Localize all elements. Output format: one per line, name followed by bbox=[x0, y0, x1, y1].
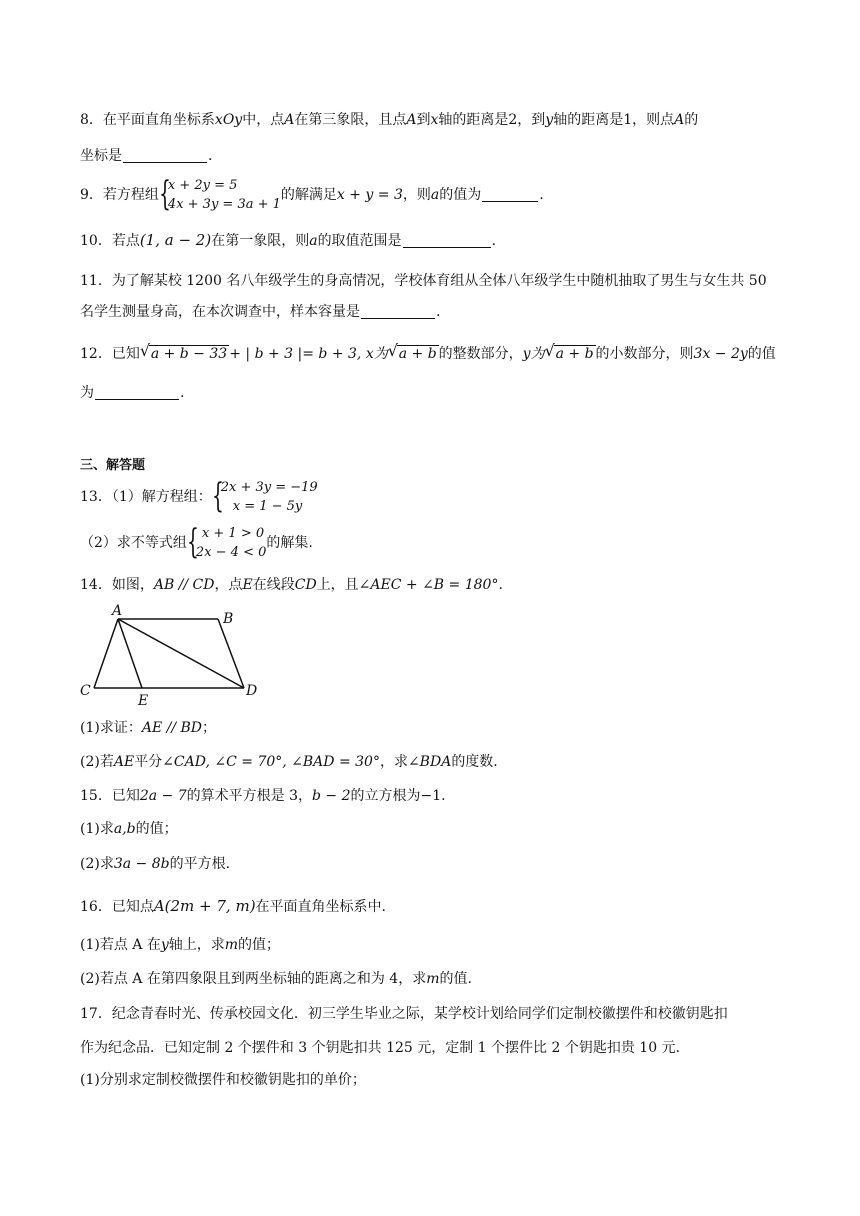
q9-cond: x + y = 3 bbox=[336, 187, 403, 203]
q16-sub2-a: (2)若点 A 在第四象限且到两坐标轴的距离之和为 4，求 bbox=[80, 971, 427, 987]
q11-line2-text: 名学生测量身高，在本次调查中，样本容量是 bbox=[80, 304, 360, 320]
q14-angle: ∠AEC + ∠B = 180° bbox=[358, 577, 499, 593]
q9-prefix: 9．若方程组 bbox=[80, 187, 159, 203]
q15-end: . bbox=[441, 788, 446, 804]
q16-t1: 在平面直角坐标系中. bbox=[255, 899, 386, 915]
q15-sub1 bbox=[80, 820, 178, 838]
q8-t5: 轴的距离是1，则点 bbox=[553, 112, 675, 128]
q12-end: . bbox=[180, 385, 185, 401]
q15-line bbox=[80, 787, 446, 805]
q12-prefix: 12．已知 bbox=[80, 346, 140, 362]
q14-E: E bbox=[242, 577, 253, 593]
q14-sub2-t1: 平分 bbox=[134, 754, 163, 770]
q14-sub1 bbox=[80, 719, 216, 737]
q14-CD: CD bbox=[294, 577, 317, 593]
q16-sub1-end: 的值； bbox=[238, 937, 281, 953]
q13-ineq2: 2x − 4 < 0 bbox=[195, 545, 267, 560]
q15-v: −1 bbox=[420, 788, 442, 804]
q14-sub1-prefix: (1)求证： bbox=[80, 720, 142, 736]
q14-prefix: 14．如图， bbox=[80, 577, 154, 593]
q12-line2 bbox=[80, 384, 184, 402]
q12-y: y为 bbox=[522, 346, 545, 362]
q16-sub2-m: m bbox=[426, 971, 440, 987]
segment-ac bbox=[94, 619, 118, 688]
q13-ineq1: x + 1 > 0 bbox=[201, 526, 265, 541]
q17-line1: 17．纪念青春时光、传承校园文化．初三学生毕业之际，某学校计划给同学们定制校徽摆件和校徽钥匙扣 bbox=[80, 1006, 728, 1022]
q11-line2 bbox=[80, 303, 440, 321]
q12-root1: √ a + b − 33 bbox=[139, 341, 228, 362]
answer-blank bbox=[123, 148, 207, 163]
q14-end: . bbox=[498, 577, 503, 593]
q12-mid: + | b + 3 |= b + 3, x为 bbox=[229, 346, 388, 362]
q15-t2: 的立方根为 bbox=[350, 788, 421, 804]
q8-A1: A bbox=[284, 112, 295, 128]
q16-line bbox=[80, 897, 386, 916]
q15-e1: 2a − 7 bbox=[139, 788, 187, 804]
q13-p2: （2）求不等式组 bbox=[80, 535, 187, 551]
q9-end: . bbox=[539, 187, 544, 203]
q15-sub1-prefix: (1)求 bbox=[80, 821, 114, 837]
q14-sub2-end: 的度数. bbox=[451, 754, 498, 770]
label-c: C bbox=[80, 683, 91, 699]
q15-prefix: 15．已知 bbox=[80, 788, 140, 804]
q12-root2: √ a + b bbox=[387, 341, 437, 362]
answer-blank bbox=[403, 233, 491, 248]
q16-prefix: 16．已知点 bbox=[80, 899, 154, 915]
q15-sub2-prefix: (2)求 bbox=[80, 856, 114, 872]
q12-t1: 的整数部分， bbox=[438, 346, 523, 362]
label-d: D bbox=[246, 683, 258, 699]
q15-t1: 的算术平方根是 3， bbox=[186, 788, 312, 804]
q8-line1 bbox=[80, 111, 698, 129]
q15-sub1-vars: a,b bbox=[113, 821, 136, 837]
q16-sub1-y: y bbox=[160, 937, 169, 953]
q12-t2: 的小数部分，则 bbox=[595, 346, 694, 362]
q8-line2-text: 坐标是 bbox=[80, 148, 122, 164]
label-a: A bbox=[112, 603, 123, 619]
q14-t2: 在线段 bbox=[252, 577, 295, 593]
q9-line bbox=[80, 176, 544, 214]
q8-A2: A bbox=[406, 112, 417, 128]
q11-end: . bbox=[436, 304, 441, 320]
q8-end: . bbox=[208, 148, 213, 164]
q14-sub2-t2: ，求 bbox=[379, 754, 408, 770]
q8-prefix: 8．在平面直角坐标系 bbox=[80, 112, 215, 128]
q8-t4: 轴的距离是2，到 bbox=[438, 112, 546, 128]
q10-prefix: 10．若点 bbox=[80, 233, 140, 249]
q8-sys: xOy bbox=[214, 112, 243, 128]
q16-point: A(2m + 7, m) bbox=[153, 897, 256, 915]
q15-sub2-end: 的平方根. bbox=[169, 856, 231, 872]
q14-par: AB // CD bbox=[153, 577, 215, 593]
q14-sub1-expr: AE // BD bbox=[141, 720, 203, 736]
q13-ineq-system: { x + 1 > 0 2x − 4 < 0 bbox=[186, 522, 267, 562]
q8-A3: A bbox=[674, 112, 685, 128]
q16-sub1 bbox=[80, 936, 280, 954]
q16-sub1-a: (1)若点 A 在 bbox=[80, 937, 161, 953]
q15-sub1-end: 的值； bbox=[135, 821, 178, 837]
q15-sub2-expr: 3a − 8b bbox=[113, 856, 170, 872]
q10-line bbox=[80, 231, 496, 250]
answer-blank bbox=[361, 304, 435, 319]
q17-line2: 作为纪念品．已知定制 2 个摆件和 3 个钥匙扣共 125 元，定制 1 个摆件比 2 个钥匙扣贵 10 元． bbox=[80, 1040, 690, 1056]
q12-line2-text: 为 bbox=[80, 385, 94, 401]
q16-sub2 bbox=[80, 970, 472, 988]
q10-t1: 在第一象限，则 bbox=[211, 233, 310, 249]
q13-part1 bbox=[80, 478, 318, 516]
q8-t6: 的 bbox=[684, 112, 699, 128]
answer-blank bbox=[482, 187, 538, 202]
q14-sub2-prefix: (2)若 bbox=[80, 754, 114, 770]
q14-line bbox=[80, 576, 503, 594]
q14-sub2-ae: AE bbox=[113, 754, 135, 770]
q16-sub1-b: 轴上，求 bbox=[168, 937, 225, 953]
q9-t2: ，则 bbox=[402, 187, 431, 203]
q15-sub2 bbox=[80, 855, 230, 873]
q8-y: y bbox=[545, 112, 554, 128]
q14-t1: ，点 bbox=[214, 577, 243, 593]
q9-a: a bbox=[430, 187, 440, 203]
q12-t3: 的值 bbox=[747, 346, 776, 362]
label-e: E bbox=[138, 693, 149, 709]
q13-eq1: 2x + 3y = −19 bbox=[220, 480, 318, 495]
q17-sub1: (1)分别求定制校微摆件和校徽钥匙扣的单价； bbox=[80, 1072, 366, 1088]
segment-ad bbox=[118, 619, 244, 688]
q10-end: . bbox=[491, 233, 497, 249]
label-b: B bbox=[223, 611, 234, 627]
q8-t2: 在第三象限，且点 bbox=[294, 112, 407, 128]
q14-t3: 上，且 bbox=[316, 577, 359, 593]
answer-blank bbox=[95, 385, 179, 400]
q9-t1: 的解满足 bbox=[280, 187, 337, 203]
q12-root3: √ a + b bbox=[544, 341, 594, 362]
q13-p1: 13．（1）解方程组： bbox=[80, 489, 212, 505]
q13-system: { 2x + 3y = −19 x = 1 − 5y bbox=[211, 476, 318, 516]
q13-p2end: 的解集. bbox=[266, 535, 313, 551]
q8-line2 bbox=[80, 147, 212, 165]
q14-figure bbox=[70, 602, 270, 710]
q14-sub2-cond: ∠CAD, ∠C = 70°, ∠BAD = 30° bbox=[162, 754, 380, 770]
q9-system: { x + 2y = 5 4x + 3y = 3a + 1 bbox=[158, 174, 281, 214]
q10-a: a bbox=[309, 233, 318, 249]
q10-point: (1, a − 2) bbox=[139, 231, 212, 249]
q8-t3: 到 bbox=[416, 112, 431, 128]
q11-line1: 11．为了解某校 1200 名八年级学生的身高情况，学校体育组从全体八年级学生中随机抽取了男生与女生共 50 bbox=[80, 273, 767, 289]
q9-eq1: x + 2y = 5 bbox=[167, 178, 238, 193]
q16-sub2-end: 的值. bbox=[439, 971, 472, 987]
section-heading: 三、解答题 bbox=[80, 458, 146, 473]
q12-expr: 3x − 2y bbox=[693, 346, 748, 362]
q9-eq2: 4x + 3y = 3a + 1 bbox=[167, 197, 281, 212]
q8-t1: 中，点 bbox=[242, 112, 285, 128]
q14-sub2 bbox=[80, 753, 498, 771]
q13-part2 bbox=[80, 524, 313, 562]
q14-sub2-target: ∠BDA bbox=[407, 754, 452, 770]
q16-sub1-m: m bbox=[224, 937, 239, 953]
q14-sub1-end: ； bbox=[202, 720, 217, 736]
q9-t3: 的值为 bbox=[439, 187, 482, 203]
q15-e2: b − 2 bbox=[311, 788, 351, 804]
q13-eq2: x = 1 − 5y bbox=[232, 499, 303, 514]
segment-bd bbox=[218, 619, 244, 688]
q8-x: x bbox=[430, 112, 439, 128]
q12-line1 bbox=[80, 341, 776, 363]
q10-t2: 的取值范围是 bbox=[317, 233, 402, 249]
